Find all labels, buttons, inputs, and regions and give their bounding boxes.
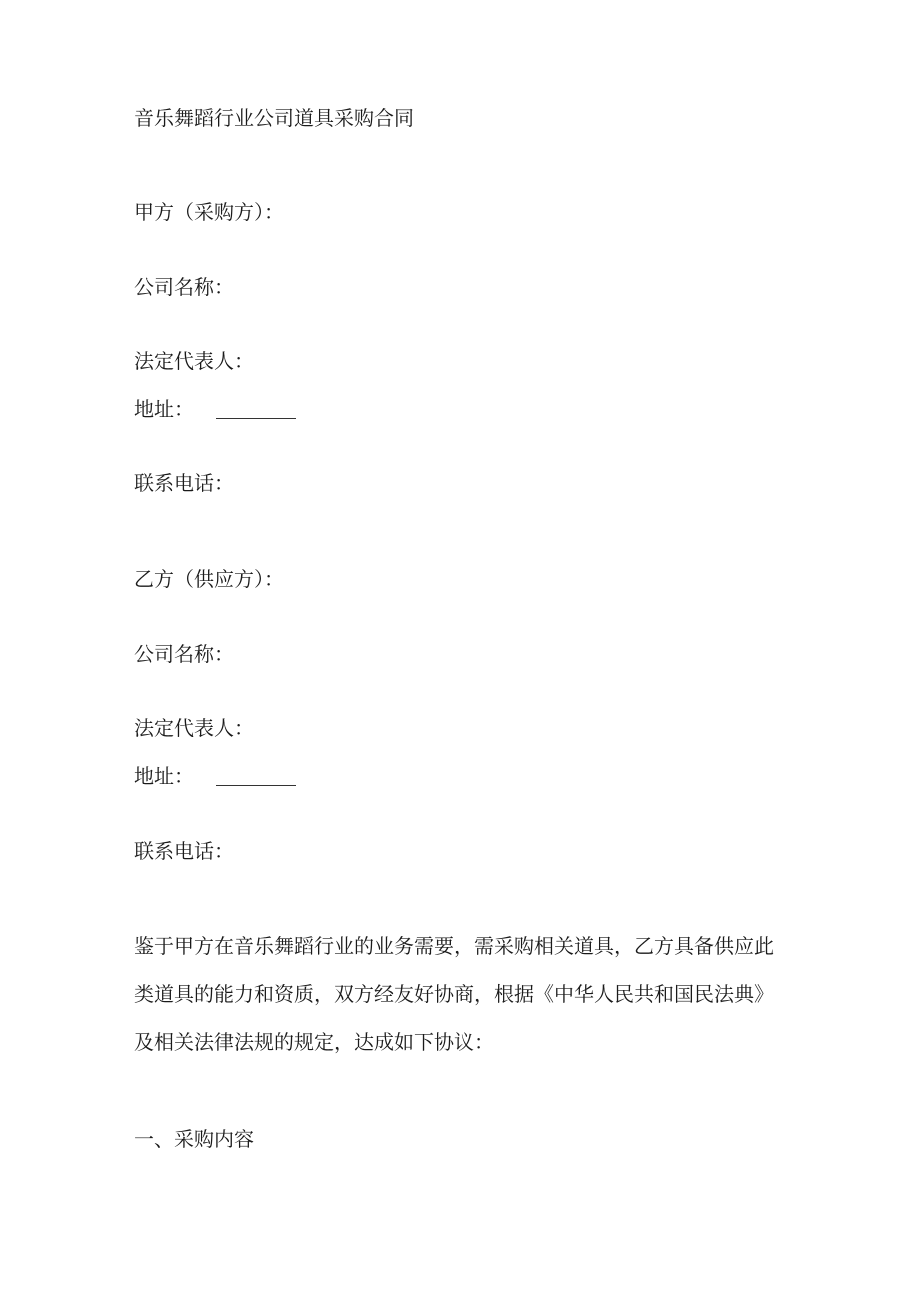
party-a-address-label: 地址： [134, 397, 194, 421]
party-a-phone-label: 联系电话： [134, 471, 234, 495]
preamble-line: 及相关法律法规的规定，达成如下协议： [134, 1030, 494, 1054]
preamble-line: 类道具的能力和资质，双方经友好协商，根据《中华人民共和国民法典》 [134, 982, 774, 1006]
document-title: 音乐舞蹈行业公司道具采购合同 [134, 106, 414, 130]
party-a-company-label: 公司名称： [134, 275, 234, 299]
section-1-heading: 一、采购内容 [134, 1127, 254, 1151]
party-b-company-label: 公司名称： [134, 642, 234, 666]
party-a-address-blank [216, 417, 296, 419]
preamble-paragraph [134, 922, 794, 1066]
party-b-address-row [134, 764, 296, 788]
party-b-address-label: 地址： [134, 764, 194, 788]
party-a-rep-label: 法定代表人： [134, 349, 254, 373]
party-b-address-blank [216, 784, 296, 786]
party-b-heading: 乙方（供应方）： [134, 567, 284, 591]
preamble-line: 鉴于甲方在音乐舞蹈行业的业务需要，需采购相关道具，乙方具备供应此 [134, 934, 774, 958]
party-b-rep-label: 法定代表人： [134, 716, 254, 740]
party-b-phone-label: 联系电话： [134, 839, 234, 863]
party-a-address-row [134, 397, 296, 421]
party-a-heading: 甲方（采购方）： [134, 200, 284, 224]
